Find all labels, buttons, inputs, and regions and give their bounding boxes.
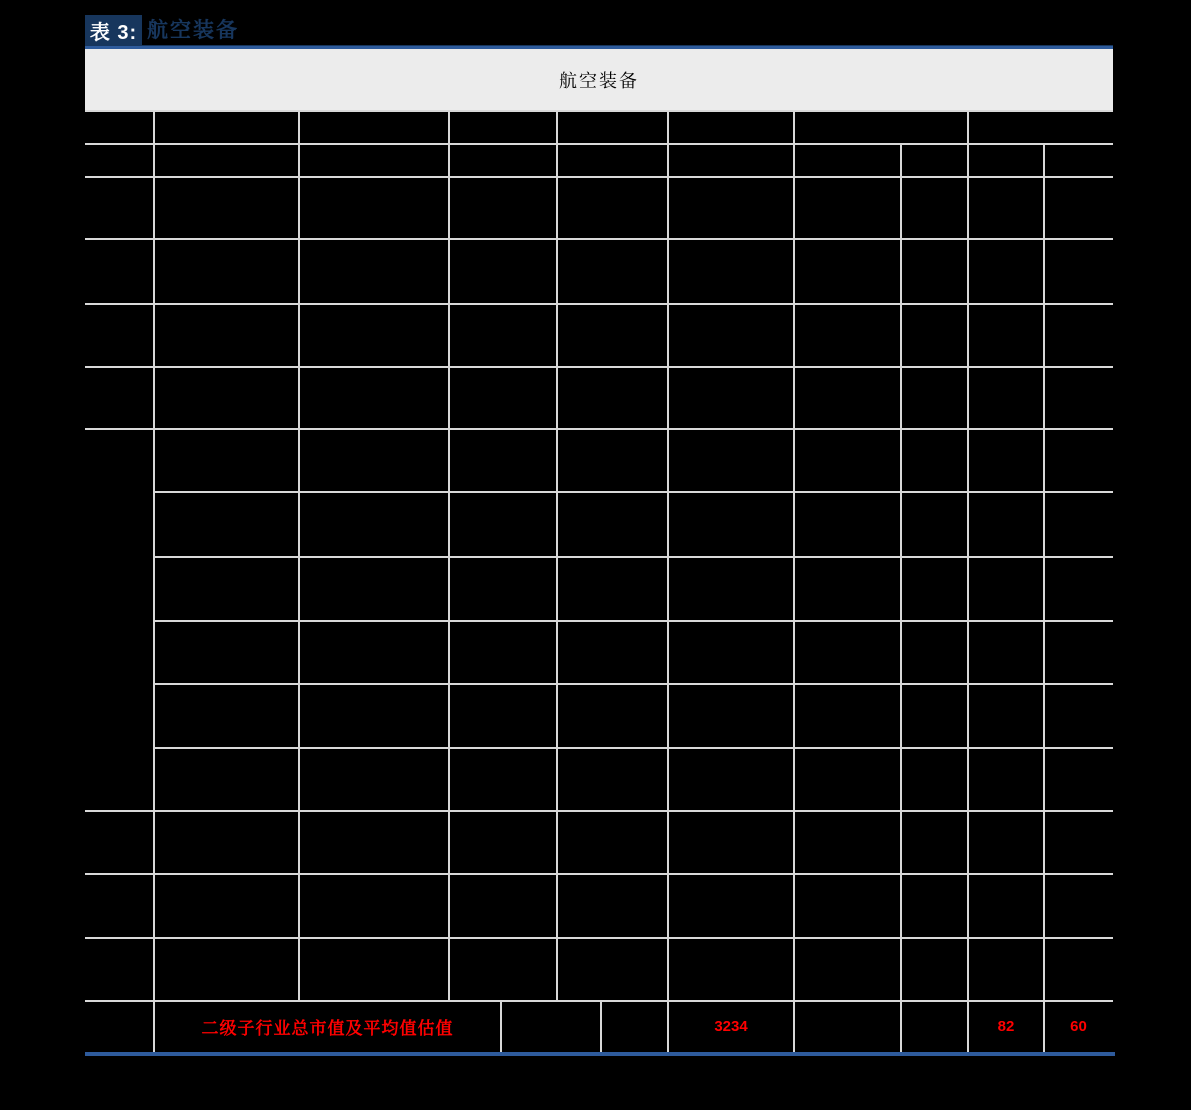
grid-hline bbox=[153, 491, 1113, 493]
grid-vline bbox=[793, 111, 795, 1052]
summary-total-market-cap: 3234 bbox=[714, 1017, 748, 1035]
grid-vline bbox=[967, 111, 969, 1052]
table-number-badge: 表 3: bbox=[85, 15, 142, 46]
grid-hline bbox=[85, 176, 1113, 178]
grid-vline bbox=[1043, 143, 1045, 1052]
grid-hline bbox=[153, 747, 1113, 749]
grid-hline bbox=[85, 873, 1113, 875]
grid-vline bbox=[667, 111, 669, 1052]
grid-vline bbox=[448, 111, 450, 1000]
summary-value-pb: 60 bbox=[1070, 1017, 1087, 1035]
grid-hline bbox=[153, 683, 1113, 685]
grid-hline bbox=[85, 238, 1113, 240]
grid-vline bbox=[500, 1000, 502, 1052]
grid-vline bbox=[600, 1000, 602, 1052]
table-header-strip: 航空装备 bbox=[85, 49, 1113, 112]
grid-hline bbox=[153, 556, 1113, 558]
grid-hline bbox=[85, 366, 1113, 368]
summary-value-pe: 82 bbox=[997, 1017, 1015, 1035]
grid-hline bbox=[85, 143, 1113, 145]
grid-vline bbox=[900, 143, 902, 1052]
grid-hline bbox=[85, 428, 1113, 430]
grid-hline bbox=[153, 620, 1113, 622]
table-bottom-rule bbox=[85, 1052, 1115, 1056]
grid-vline bbox=[298, 111, 300, 1000]
grid-vline bbox=[153, 111, 155, 1052]
summary-row-label: 二级子行业总市值及平均值估值 bbox=[201, 1018, 454, 1038]
table-title: 航空装备 bbox=[147, 19, 239, 42]
grid-vline bbox=[556, 111, 558, 1000]
grid-hline bbox=[85, 303, 1113, 305]
grid-hline bbox=[85, 937, 1113, 939]
grid-hline bbox=[85, 810, 1113, 812]
